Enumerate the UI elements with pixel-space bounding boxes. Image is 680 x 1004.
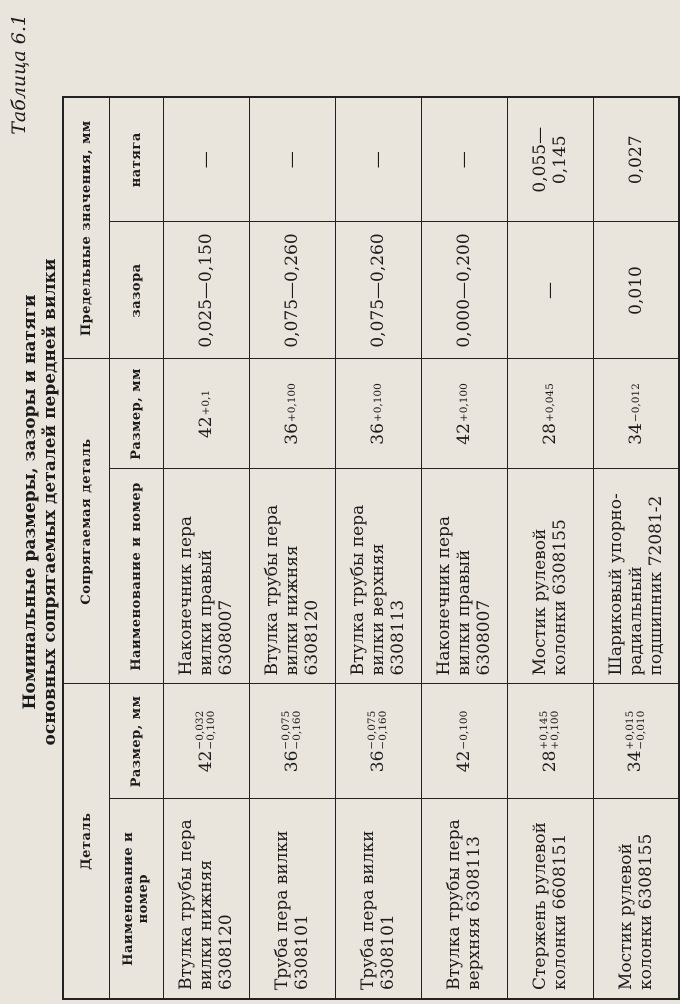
detail-lower-deviation: −0,160	[377, 710, 389, 750]
detail-tolerance	[281, 711, 303, 750]
mate-upper-deviation: +0,045	[544, 383, 556, 423]
mate-size-cell	[335, 359, 421, 469]
mate-upper-deviation: +0,100	[458, 383, 470, 423]
detail-dimension	[454, 711, 474, 773]
detail-lower-deviation: −0,160	[291, 710, 303, 750]
detail-nominal-size: 28	[539, 750, 560, 773]
detail-tolerance	[625, 711, 647, 750]
caption-line-2: основных сопрягаемых деталей передней вилки	[40, 258, 60, 746]
detail-tolerance	[539, 711, 561, 750]
mate-dimension	[196, 390, 216, 438]
table-row	[249, 97, 335, 999]
interference-cell: —	[421, 97, 507, 222]
header-detail: Деталь	[63, 684, 109, 999]
mate-name-cell: Втулка трубы пера вилки нижняя 6308120	[249, 469, 335, 684]
header-interference: натяга	[109, 97, 163, 222]
detail-nominal-size: 42	[195, 750, 216, 773]
detail-name-cell: Втулка трубы пера верхняя 6308113	[421, 799, 507, 999]
detail-name-cell: Мостик рулевой колонки 6308155	[593, 799, 679, 999]
table-body	[163, 97, 679, 999]
table-row	[593, 97, 679, 999]
spec-table	[62, 96, 680, 1000]
mate-size-cell	[421, 359, 507, 469]
clearance-cell: 0,000—0,200	[421, 222, 507, 359]
table-row	[507, 97, 593, 999]
mate-tolerance	[631, 383, 642, 422]
mate-lower-deviation: −0,012	[629, 383, 642, 423]
detail-name-cell: Стержень рулевой колонки 6608151	[507, 799, 593, 999]
header-mate-size: Размер, мм	[109, 359, 163, 469]
detail-dimension	[368, 711, 388, 773]
mate-tolerance	[545, 383, 556, 422]
interference-cell: 0,055—0,145	[507, 97, 593, 222]
mate-name-cell: Наконечник пера вилки правый 6308007	[163, 469, 249, 684]
mate-nominal-size: 42	[196, 416, 216, 439]
mate-upper-deviation: +0,100	[286, 383, 298, 423]
detail-lower-deviation: −0,100	[205, 710, 217, 750]
detail-size-cell	[421, 684, 507, 799]
detail-nominal-size: 34	[625, 750, 646, 773]
header-detail-size: Размер, мм	[109, 684, 163, 799]
header-row-group	[63, 97, 109, 999]
mate-dimension	[626, 383, 646, 445]
detail-dimension	[196, 711, 216, 773]
mate-size-cell	[507, 359, 593, 469]
interference-cell: 0,027	[593, 97, 679, 222]
mate-tolerance	[201, 390, 212, 416]
mate-tolerance	[459, 383, 470, 422]
mate-size-cell	[593, 359, 679, 469]
detail-dimension	[282, 711, 302, 773]
detail-size-cell	[335, 684, 421, 799]
clearance-cell: —	[507, 222, 593, 359]
detail-lower-deviation: −0,010	[634, 710, 647, 750]
detail-upper-deviation: −0,032	[194, 710, 206, 750]
mate-name-cell: Мостик рулевой колонки 6308155	[507, 469, 593, 684]
detail-upper-deviation: −0,075	[280, 710, 292, 750]
detail-upper-deviation: −0,075	[366, 710, 378, 750]
table-row	[335, 97, 421, 999]
detail-tolerance	[459, 711, 470, 750]
detail-nominal-size: 36	[281, 750, 302, 773]
mate-dimension	[282, 383, 302, 445]
detail-name-cell: Труба пера вилки 6308101	[249, 799, 335, 999]
detail-size-cell	[249, 684, 335, 799]
table-caption	[20, 0, 60, 1004]
mate-tolerance	[373, 383, 384, 422]
header-limits: Предельные значения, мм	[63, 97, 109, 359]
detail-upper-deviation: +0,015	[623, 710, 636, 750]
detail-lower-deviation: +0,100	[549, 710, 561, 750]
header-clearance: зазора	[109, 222, 163, 359]
mate-name-cell: Шариковый упорно-радиальный подшипник 72081-2	[593, 469, 679, 684]
mate-upper-deviation: +0,1	[200, 389, 212, 416]
mate-dimension	[368, 383, 388, 445]
header-detail-name: Наименование и номер	[109, 799, 163, 999]
detail-size-cell	[507, 684, 593, 799]
detail-tolerance	[367, 711, 389, 750]
caption-line-1: Номинальные размеры, зазоры и натяги	[20, 294, 40, 710]
mate-dimension	[454, 383, 474, 445]
mate-dimension	[540, 383, 560, 445]
clearance-cell: 0,075—0,260	[249, 222, 335, 359]
detail-dimension	[625, 711, 645, 773]
detail-size-cell	[163, 684, 249, 799]
mate-nominal-size: 42	[454, 423, 474, 445]
detail-name-cell: Труба пера вилки 6308101	[335, 799, 421, 999]
header-mate-name: Наименование и номер	[109, 469, 163, 684]
table-label: Таблица 6.1	[8, 14, 30, 135]
mate-size-cell	[163, 359, 249, 469]
mate-upper-deviation: +0,100	[372, 383, 384, 423]
mate-name-cell: Втулка трубы пера вилки верхняя 6308113	[335, 469, 421, 684]
detail-nominal-size: 36	[367, 750, 388, 773]
mate-nominal-size: 34	[625, 423, 646, 445]
mate-nominal-size: 28	[540, 423, 560, 445]
interference-cell: —	[249, 97, 335, 222]
mate-tolerance	[287, 383, 298, 422]
detail-size-cell	[593, 684, 679, 799]
detail-dimension	[540, 711, 560, 773]
clearance-cell: 0,075—0,260	[335, 222, 421, 359]
detail-upper-deviation: +0,145	[538, 710, 550, 750]
mate-nominal-size: 36	[282, 423, 302, 445]
detail-nominal-size: 42	[454, 750, 474, 773]
table-row	[421, 97, 507, 999]
mate-size-cell	[249, 359, 335, 469]
detail-tolerance	[195, 711, 217, 750]
header-row-sub	[109, 97, 163, 999]
interference-cell: —	[335, 97, 421, 222]
mate-name-cell: Наконечник пера вилки правый 6308007	[421, 469, 507, 684]
header-mating-detail: Сопрягаемая деталь	[63, 359, 109, 684]
detail-upper-deviation: −0,100	[458, 710, 470, 750]
interference-cell: —	[163, 97, 249, 222]
mate-nominal-size: 36	[368, 423, 388, 445]
clearance-cell: 0,025—0,150	[163, 222, 249, 359]
clearance-cell: 0,010	[593, 222, 679, 359]
table-row	[163, 97, 249, 999]
detail-name-cell: Втулка трубы пера вилки нижняя 6308120	[163, 799, 249, 999]
